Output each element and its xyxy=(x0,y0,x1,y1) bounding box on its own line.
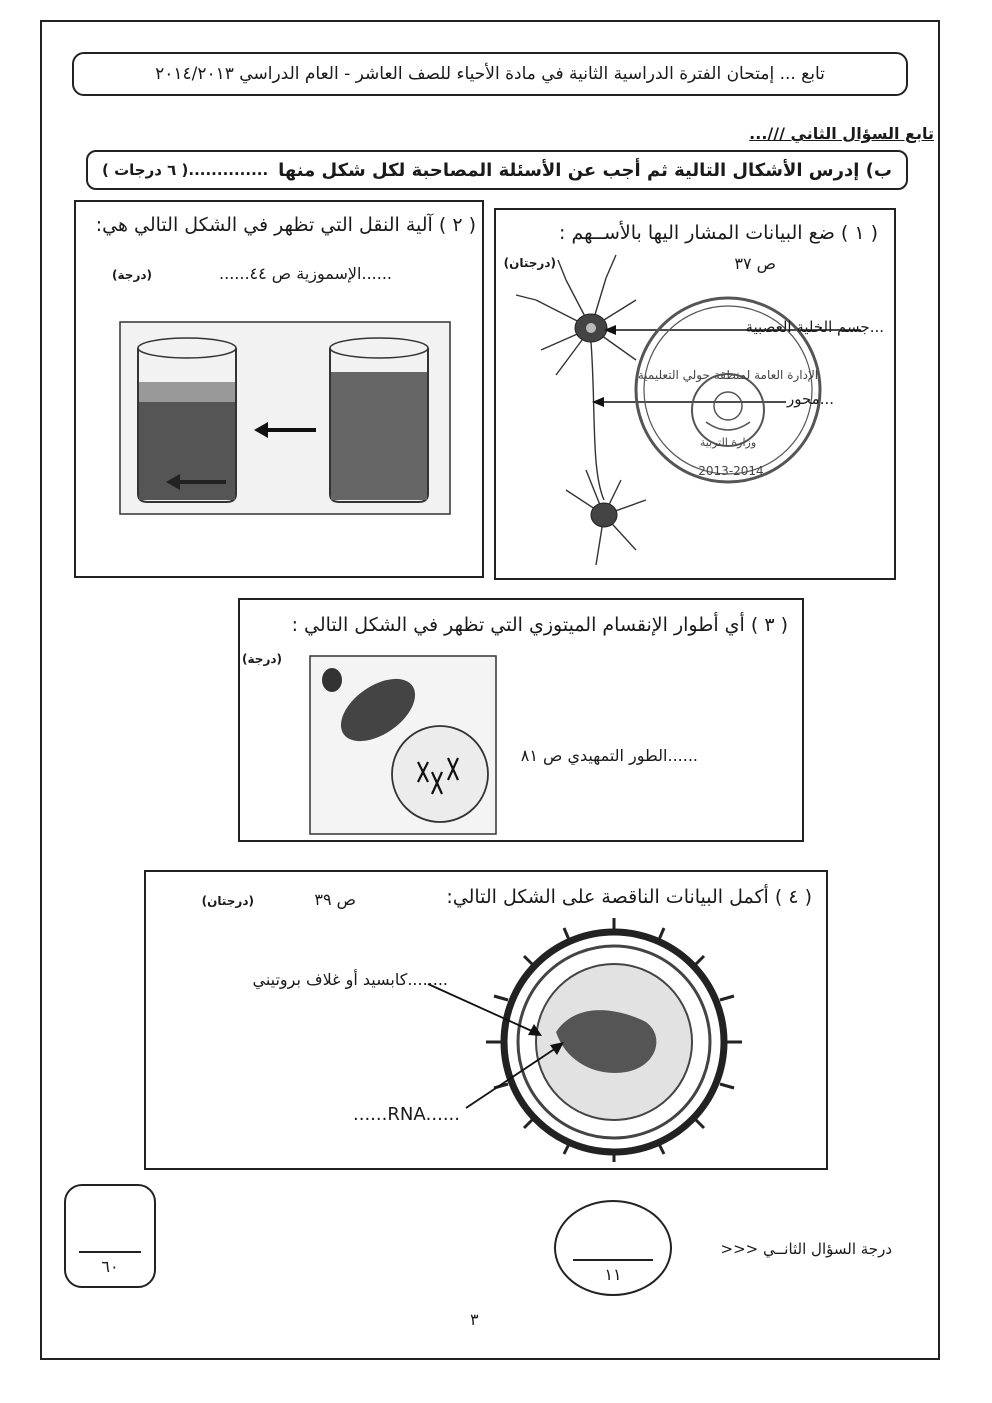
score-total: ١١ xyxy=(604,1265,622,1284)
question-1-label-1: ...جسم الخلية العصبية xyxy=(745,318,884,336)
score-side-box xyxy=(64,1184,156,1288)
question-2-answer: ......الإسموزية ص ٤٤...... xyxy=(219,264,392,283)
osmosis-beakers xyxy=(76,202,486,580)
question-4-label-capsid: ........كابسيد أو غلاف بروتيني xyxy=(252,970,448,989)
score-total-circle xyxy=(554,1200,672,1296)
question-1-title: ( ١ ) ضع البيانات المشار اليها بالأســهم : xyxy=(559,222,878,244)
question-grade-label: درجة السؤال الثانــي <<< xyxy=(720,1240,892,1258)
question-4-box xyxy=(144,870,828,1170)
question-4-page-ref: ص ٣٩ xyxy=(314,890,356,909)
question-2-box xyxy=(74,200,484,578)
question-4-title: ( ٤ ) أكمل البيانات الناقصة على الشكل التالي: xyxy=(446,886,812,908)
question-2-title: ( ٢ ) آلية النقل التي تظهر في الشكل التالي هي: xyxy=(95,214,476,236)
question-1-label-2: ...محور xyxy=(786,390,834,408)
instruction-bar xyxy=(86,150,908,190)
mitosis-image xyxy=(240,600,806,844)
neuron-diagram xyxy=(496,210,898,582)
question-3-answer: ......الطور التمهيدي ص ٨١ xyxy=(520,746,698,765)
question-3-box xyxy=(238,598,804,842)
stamp-year: 2013-2014 xyxy=(698,464,764,478)
question-2-grade: (درجة) xyxy=(112,268,152,282)
page-number: ٣ xyxy=(470,1310,479,1329)
question-3-grade: (درجة) xyxy=(242,652,282,666)
instruction-grade: ..............( ٦ درجات ) xyxy=(102,161,269,179)
question-1-grade: (درجتان) xyxy=(503,256,556,270)
virus-diagram xyxy=(146,872,830,1172)
question-1-page-ref: ص ٣٧ xyxy=(734,254,776,273)
score-side: ٦٠ xyxy=(101,1257,119,1276)
exam-header xyxy=(72,52,908,96)
instruction-text: ب) إدرس الأشكال التالية ثم أجب عن الأسئلة المصاحبة لكل شكل منها xyxy=(278,159,892,181)
stamp-ministry: وزارة التربية xyxy=(699,436,757,449)
question-4-label-rna: ......RNA...... xyxy=(353,1104,460,1125)
question-4-grade: (درجتان) xyxy=(201,894,254,908)
stamp-ring-text: الإدارة العامة لمنطقة حولي التعليمية xyxy=(637,368,819,382)
question-3-title: ( ٣ ) أي أطوار الإنقسام الميتوزي التي تظهر في الشكل التالي : xyxy=(291,614,788,636)
question-1-box xyxy=(494,208,896,580)
continue-label: تابع السؤال الثاني ///... xyxy=(749,124,934,143)
exam-title: تابع ... إمتحان الفترة الدراسية الثانية في مادة الأحياء للصف العاشر - العام الدراسي ٢٠١٤/٢٠١٣ xyxy=(155,64,825,84)
